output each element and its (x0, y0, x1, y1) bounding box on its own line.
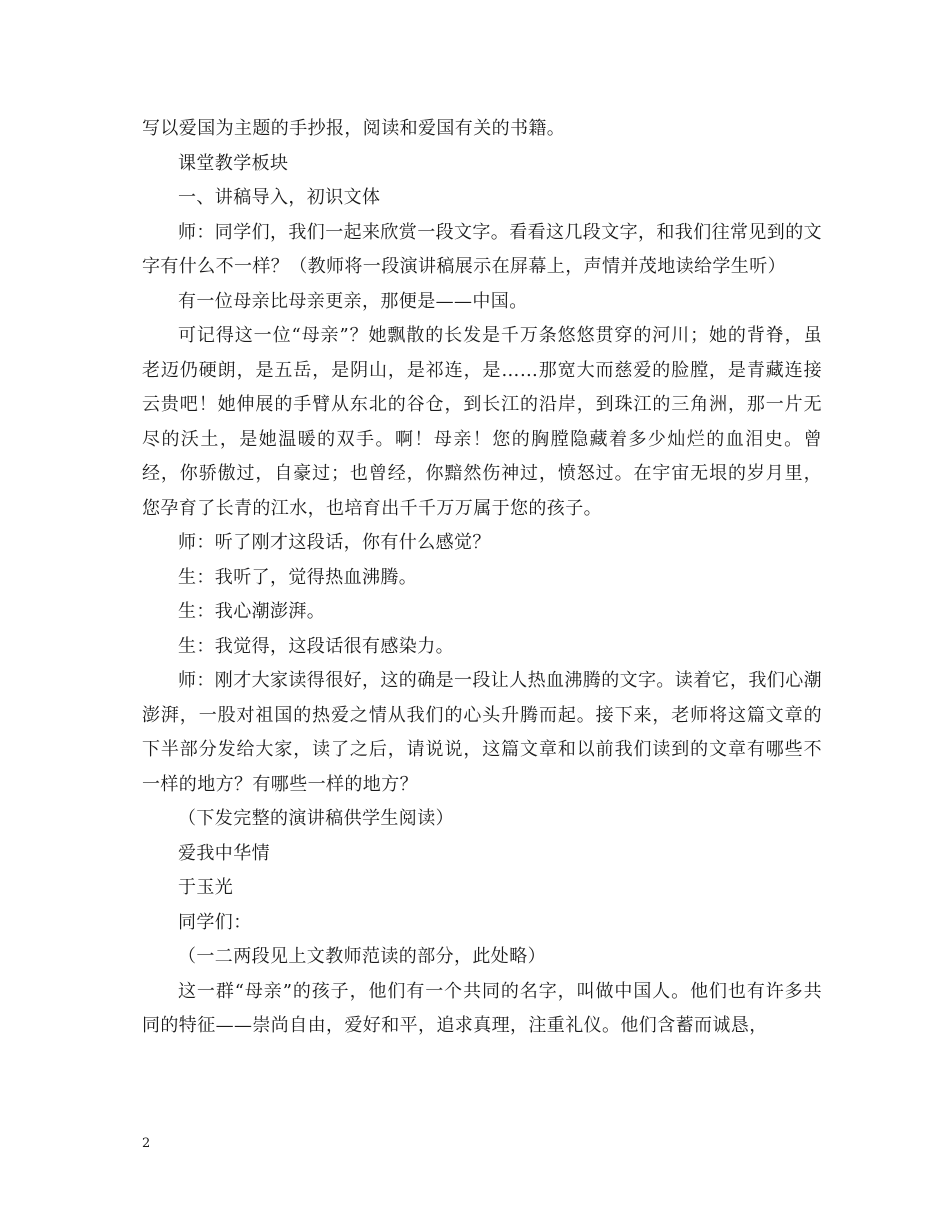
page-number: 2 (142, 1136, 151, 1151)
paragraph: （下发完整的演讲稿供学生阅读） (178, 808, 454, 829)
paragraph: 写以爱国为主题的手抄报，阅读和爱国有关的书籍。 (142, 118, 566, 139)
paragraph: 这一群“母亲”的孩子，他们有一个共同的名字，叫做中国人。他们也有许多共同的特征——崇尚自由，爱好和平，追求真理，注重礼仪。他们含蓄而诚恳， (142, 980, 822, 1036)
paragraph: 生：我觉得，这段话很有感染力。 (178, 635, 454, 657)
speech-author: 于玉光 (178, 877, 234, 898)
paragraph: 师：同学们，我们一起来欣赏一段文字。看看这几段文字，和我们往常见到的文字有什么不一样？（教师将一段演讲稿展示在屏幕上，声情并茂地读给学生听） (142, 221, 822, 277)
paragraph: 可记得这一位“母亲”？她飘散的长发是千万条悠悠贯穿的河川；她的背脊，虽老迈仍硬朗，是五岳，是阴山，是祁连，是……那宽大而慈爱的脸膛，是青藏连接云贵吧！她伸展的手臂从东北的谷仓，到长江的沿岸，到珠江的三角洲，那一片无尽的沃土，是她温暖的双手。啊！母亲！您的胸膛隐藏着多少灿烂的血泪史。曾经，你骄傲过，自豪过；也曾经，你黯然伤神过，愤怒过。在宇宙无垠的岁月里，您孕育了长青的江水，也培育出千千万万属于您的孩子。 (142, 325, 822, 519)
paragraph: 师：刚才大家读得很好，这的确是一段让人热血沸腾的文字。读着它，我们心潮澎湃，一股对祖国的热爱之情从我们的心头升腾而起。接下来，老师将这篇文章的下半部分发给大家，读了之后，请说说，这篇文章和以前我们读到的文章有哪些不一样的地方？有哪些一样的地方？ (142, 670, 822, 795)
subsection-heading: 一、讲稿导入，初识文体 (178, 187, 381, 208)
paragraph: 生：我心潮澎湃。 (178, 601, 326, 622)
paragraph: 有一位母亲比母亲更亲，那便是——中国。 (178, 290, 528, 312)
speech-salutation: 同学们： (178, 911, 252, 933)
section-heading: 课堂教学板块 (178, 152, 289, 174)
paragraph: 生：我听了，觉得热血沸腾。 (178, 566, 418, 588)
paragraph: （一二两段见上文教师范读的部分，此处略） (178, 946, 546, 967)
document-body (142, 112, 822, 1044)
speech-title: 爱我中华情 (178, 842, 270, 864)
paragraph: 师：听了刚才这段话，你有什么感觉？ (178, 532, 491, 553)
